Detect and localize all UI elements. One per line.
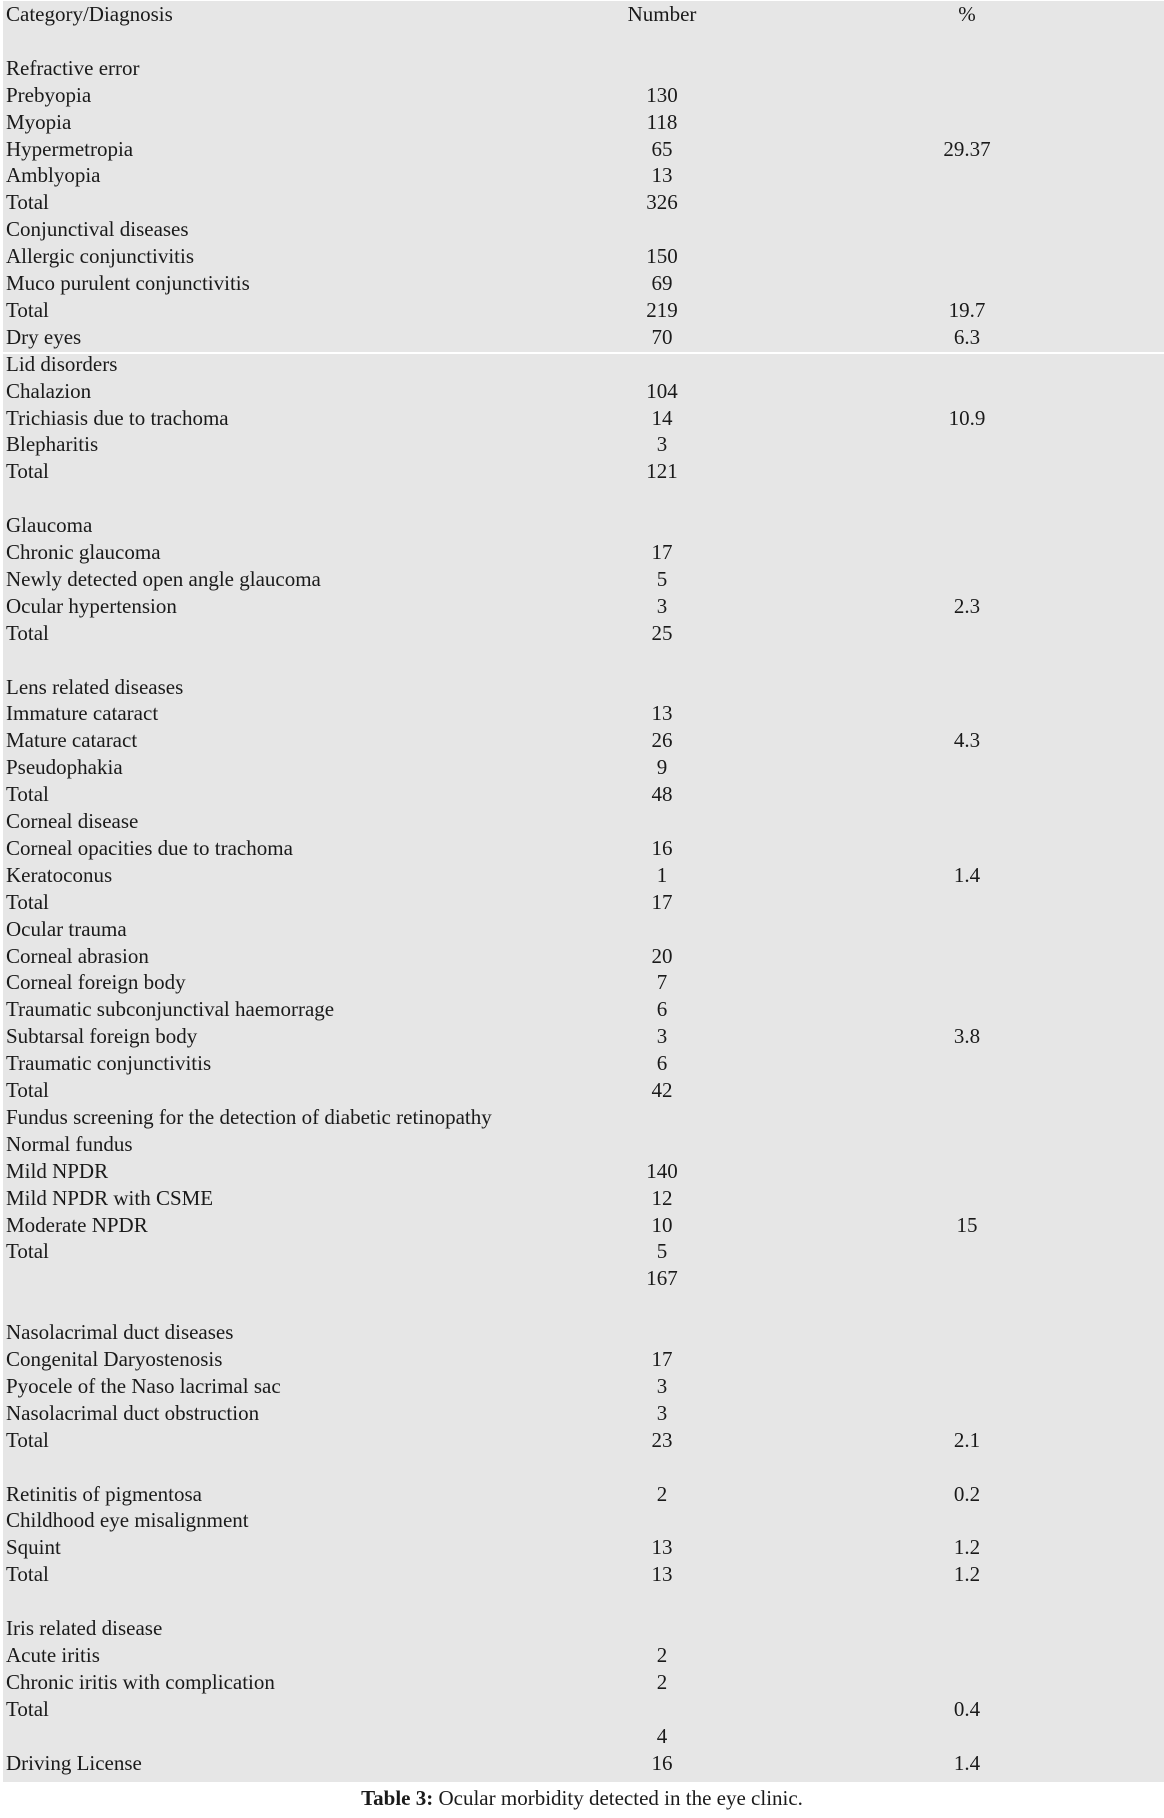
cell-number: 6 [656, 997, 668, 1022]
cell-category: Lens related diseases [6, 674, 184, 699]
caption-text: Ocular morbidity detected in the eye clinic. [433, 1786, 803, 1810]
cell-category: Amblyopia [6, 163, 101, 188]
cell-category: Ocular hypertension [6, 593, 177, 618]
table-row [0, 1723, 1164, 1750]
cell-percent: 6.3 [953, 324, 981, 349]
cell-number: 3 [656, 432, 668, 457]
cell-category: Mature cataract [6, 728, 138, 753]
cell-number: 219 [646, 297, 678, 322]
header-number: Number [627, 2, 697, 26]
cell-category: Traumatic subconjunctival haemorrage [6, 997, 335, 1022]
cell-category: Corneal opacities due to trachoma [6, 835, 293, 860]
cell-number: 167 [646, 1266, 678, 1291]
cell-number: 2 [656, 1481, 668, 1506]
cell-number: 7 [656, 970, 668, 995]
cell-number: 150 [646, 244, 678, 269]
cell-number: 3 [656, 1400, 668, 1425]
table-row [0, 1642, 1164, 1669]
table-row [0, 1212, 1164, 1239]
table-row [0, 243, 1164, 270]
table-row [0, 1077, 1164, 1104]
cell-category: Childhood eye misalignment [6, 1508, 249, 1533]
cell-number: 70 [651, 324, 673, 349]
table-row [0, 539, 1164, 566]
table-row [0, 889, 1164, 916]
cell-category: Chalazion [6, 378, 92, 403]
table-row [0, 324, 1164, 351]
cell-number: 42 [651, 1078, 673, 1102]
cell-number: 104 [646, 378, 678, 403]
cell-percent: 0.2 [953, 1481, 981, 1506]
table-row [0, 1346, 1164, 1373]
table-row [0, 1238, 1164, 1265]
table-row [0, 1507, 1164, 1534]
cell-category: Glaucoma [6, 513, 93, 538]
cell-category: Traumatic conjunctivitis [6, 1051, 212, 1076]
cell-category: Normal fundus [6, 1131, 133, 1156]
cell-percent: 10.9 [948, 405, 986, 430]
table-row [0, 620, 1164, 647]
table-row [0, 378, 1164, 405]
cell-number: 140 [646, 1158, 678, 1183]
cell-number: 4 [656, 1723, 668, 1748]
table-row [0, 270, 1164, 297]
cell-category: Fundus screening for the detection of diabetic retinopathy [6, 1104, 492, 1129]
cell-number: 20 [651, 943, 673, 968]
cell-category: Corneal abrasion [6, 943, 149, 968]
table-row [0, 1292, 1164, 1319]
table-row [0, 969, 1164, 996]
cell-number: 5 [656, 566, 668, 591]
table-row [0, 727, 1164, 754]
table-row [0, 700, 1164, 727]
cell-category: Newly detected open angle glaucoma [6, 566, 321, 591]
table-row [0, 754, 1164, 781]
cell-category: Trichiasis due to trachoma [6, 405, 229, 430]
cell-category: Pseudophakia [6, 755, 123, 780]
cell-category: Nasolacrimal duct obstruction [6, 1400, 260, 1425]
table-row [0, 136, 1164, 163]
cell-category: Subtarsal foreign body [6, 1024, 198, 1049]
cell-category: Nasolacrimal duct diseases [6, 1320, 234, 1345]
cell-category: Total [6, 297, 49, 322]
table-row [0, 1427, 1164, 1454]
cell-number: 121 [646, 459, 678, 484]
caption-label: Table 3: [361, 1786, 434, 1810]
table-row [0, 1750, 1164, 1777]
cell-category: Total [6, 620, 49, 645]
table-row [0, 512, 1164, 539]
cell-category: Driving License [6, 1750, 142, 1775]
table-row [0, 1131, 1164, 1158]
cell-category: Prebyopia [6, 82, 92, 107]
cell-number: 13 [651, 1535, 673, 1560]
cell-number: 3 [656, 1024, 668, 1049]
table-row [0, 1373, 1164, 1400]
cell-number: 3 [656, 593, 668, 618]
table-row [0, 458, 1164, 485]
cell-number: 26 [651, 728, 673, 753]
cell-number: 16 [651, 835, 673, 860]
cell-number: 12 [651, 1185, 673, 1210]
cell-number: 13 [651, 163, 673, 188]
table-row [0, 1696, 1164, 1723]
cell-number: 25 [651, 620, 673, 645]
table-row [0, 1023, 1164, 1050]
cell-number: 48 [651, 782, 673, 807]
table-row [0, 1265, 1164, 1292]
table-row [0, 1588, 1164, 1615]
cell-category: Conjunctival diseases [6, 217, 189, 242]
cell-number: 17 [651, 540, 673, 564]
cell-number: 13 [651, 701, 673, 726]
cell-percent: 29.37 [943, 136, 991, 161]
cell-category: Corneal disease [6, 809, 139, 833]
cell-percent: 2.3 [953, 593, 981, 618]
cell-category: Total [6, 459, 49, 484]
table-header-row [0, 1, 1164, 28]
table-row [0, 55, 1164, 82]
cell-percent: 1.2 [953, 1535, 981, 1560]
table-row [0, 1319, 1164, 1346]
table-row [0, 1534, 1164, 1561]
table-row [0, 162, 1164, 189]
table-row [0, 1185, 1164, 1212]
cell-category: Blepharitis [6, 432, 99, 457]
table-row [0, 674, 1164, 701]
cell-category: Myopia [6, 109, 72, 134]
cell-number: 5 [656, 1239, 668, 1264]
cell-category: Refractive error [6, 55, 140, 80]
table-row [0, 82, 1164, 109]
table-row [0, 781, 1164, 808]
cell-category: Squint [6, 1535, 61, 1560]
cell-category: Allergic conjunctivitis [6, 244, 194, 269]
cell-category: Keratoconus [6, 862, 113, 887]
cell-category: Retinitis of pigmentosa [6, 1481, 202, 1506]
cell-category: Moderate NPDR [6, 1212, 148, 1237]
cell-number: 17 [651, 1347, 673, 1371]
cell-category: Total [6, 1427, 49, 1452]
table-row [0, 109, 1164, 136]
cell-number: 65 [651, 136, 673, 161]
cell-number: 9 [656, 755, 668, 780]
cell-category: Pyocele of the Naso lacrimal sac [6, 1373, 281, 1398]
cell-category: Iris related disease [6, 1616, 163, 1640]
cell-category: Hypermetropia [6, 136, 134, 161]
cell-category: Congenital Daryostenosis [6, 1347, 223, 1371]
table-row [0, 862, 1164, 889]
table-row [0, 1669, 1164, 1696]
table-row [0, 216, 1164, 243]
cell-category: Muco purulent conjunctivitis [6, 271, 250, 295]
table-row [0, 1561, 1164, 1588]
table-row [0, 647, 1164, 674]
cell-number: 3 [656, 1373, 668, 1398]
cell-category: Dry eyes [6, 324, 82, 349]
table-row [0, 835, 1164, 862]
cell-number: 1 [656, 862, 668, 887]
table-caption [0, 1785, 1164, 1811]
table-row [0, 28, 1164, 55]
cell-number: 130 [646, 82, 678, 107]
cell-percent: 4.3 [953, 728, 981, 753]
cell-percent: 1.4 [953, 862, 981, 887]
cell-category: Acute iritis [6, 1642, 100, 1667]
cell-number: 2 [656, 1642, 668, 1667]
table-row [0, 916, 1164, 943]
cell-number: 326 [646, 190, 678, 215]
header-category: Category/Diagnosis [6, 2, 173, 26]
cell-number: 118 [646, 109, 678, 134]
cell-category: Total [6, 889, 49, 914]
cell-number: 23 [651, 1427, 673, 1452]
cell-number: 6 [656, 1051, 668, 1076]
header-percent: % [958, 2, 976, 26]
cell-category: Lid disorders [6, 351, 118, 376]
table-row [0, 808, 1164, 835]
cell-number: 2 [656, 1669, 668, 1694]
table-row [0, 1454, 1164, 1481]
cell-number: 17 [651, 889, 673, 914]
cell-category: Corneal foreign body [6, 970, 186, 995]
table-row [0, 431, 1164, 458]
cell-number: 10 [651, 1212, 673, 1237]
table-row [0, 1481, 1164, 1508]
cell-percent: 0.4 [953, 1696, 981, 1721]
cell-number: 69 [651, 271, 673, 295]
cell-percent: 2.1 [953, 1427, 981, 1452]
cell-percent: 1.2 [953, 1562, 981, 1587]
table-row [0, 593, 1164, 620]
cell-percent: 19.7 [948, 297, 986, 322]
cell-percent: 3.8 [953, 1024, 981, 1049]
cell-category: Total [6, 1078, 49, 1102]
cell-percent: 15 [956, 1212, 978, 1237]
cell-category: Chronic iritis with complication [6, 1669, 275, 1694]
cell-category: Total [6, 1239, 49, 1264]
table-row [0, 943, 1164, 970]
cell-category: Chronic glaucoma [6, 540, 161, 564]
table-row [0, 405, 1164, 432]
cell-percent: 1.4 [953, 1750, 981, 1775]
cell-number: 16 [651, 1750, 673, 1775]
cell-number: 14 [651, 405, 673, 430]
cell-category: Total [6, 782, 49, 807]
table-row [0, 297, 1164, 324]
table-row [0, 1104, 1164, 1131]
table-row [0, 1400, 1164, 1427]
table-row [0, 351, 1164, 378]
table-row [0, 485, 1164, 512]
table-row [0, 1158, 1164, 1185]
cell-category: Total [6, 1562, 49, 1587]
table-row [0, 1615, 1164, 1642]
table-row [0, 189, 1164, 216]
cell-number: 13 [651, 1562, 673, 1587]
table-row [0, 996, 1164, 1023]
cell-category: Mild NPDR [6, 1158, 109, 1183]
table-row [0, 1050, 1164, 1077]
cell-category: Mild NPDR with CSME [6, 1185, 214, 1210]
cell-category: Ocular trauma [6, 916, 127, 941]
table-row [0, 566, 1164, 593]
cell-category: Immature cataract [6, 701, 159, 726]
cell-category: Total [6, 190, 49, 215]
cell-category: Total [6, 1696, 49, 1721]
